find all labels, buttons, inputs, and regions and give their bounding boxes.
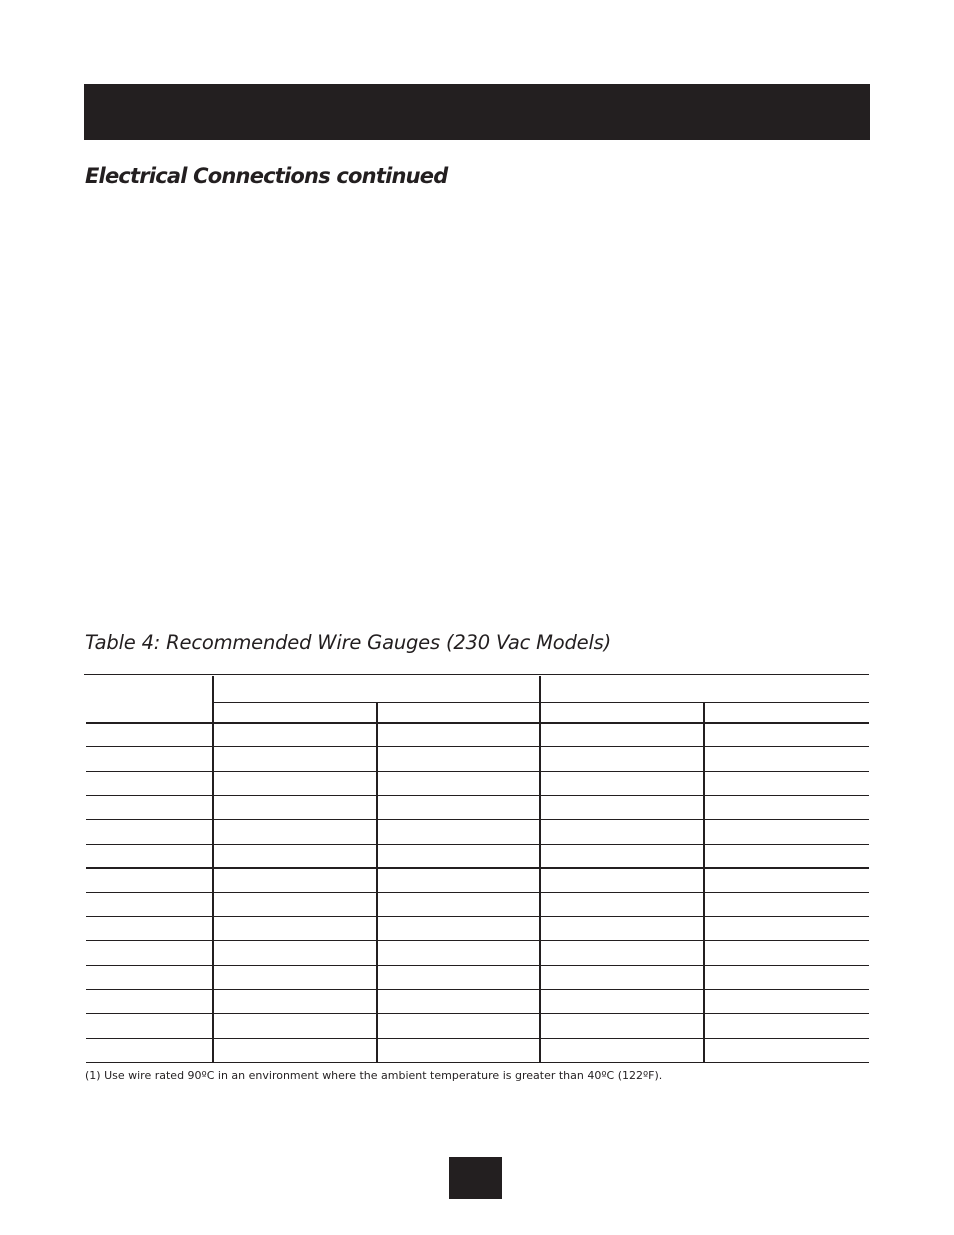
table-row xyxy=(86,771,869,772)
table-row xyxy=(86,819,869,820)
column-divider xyxy=(539,676,541,1062)
table-row xyxy=(86,965,869,966)
table-caption: Table 4: Recommended Wire Gauges (230 Vac Models) xyxy=(85,631,612,654)
page-number-box xyxy=(449,1157,502,1199)
table-row xyxy=(86,989,869,990)
table-row xyxy=(86,940,869,941)
table-row xyxy=(86,1038,869,1039)
header-bottom-rule xyxy=(86,722,869,724)
table-row xyxy=(86,1013,869,1014)
table-bottom-rule xyxy=(86,1062,869,1063)
table-row xyxy=(86,892,869,893)
group-header-rule xyxy=(213,702,869,703)
table-row xyxy=(86,844,869,845)
table-row xyxy=(86,795,869,796)
section-heading: Electrical Connections continued xyxy=(85,164,448,188)
table-footnote: (1) Use wire rated 90ºC in an environment where the ambient temperature is greater than 40ºC (122ºF). xyxy=(85,1069,663,1082)
table-row xyxy=(86,867,869,869)
column-divider xyxy=(703,702,705,1062)
table-row xyxy=(86,916,869,917)
column-divider xyxy=(212,676,214,1062)
wire-gauge-table xyxy=(84,674,869,1064)
table-row xyxy=(86,746,869,747)
column-divider xyxy=(376,702,378,1062)
header-bar xyxy=(84,84,870,140)
table-top-rule xyxy=(84,674,869,675)
